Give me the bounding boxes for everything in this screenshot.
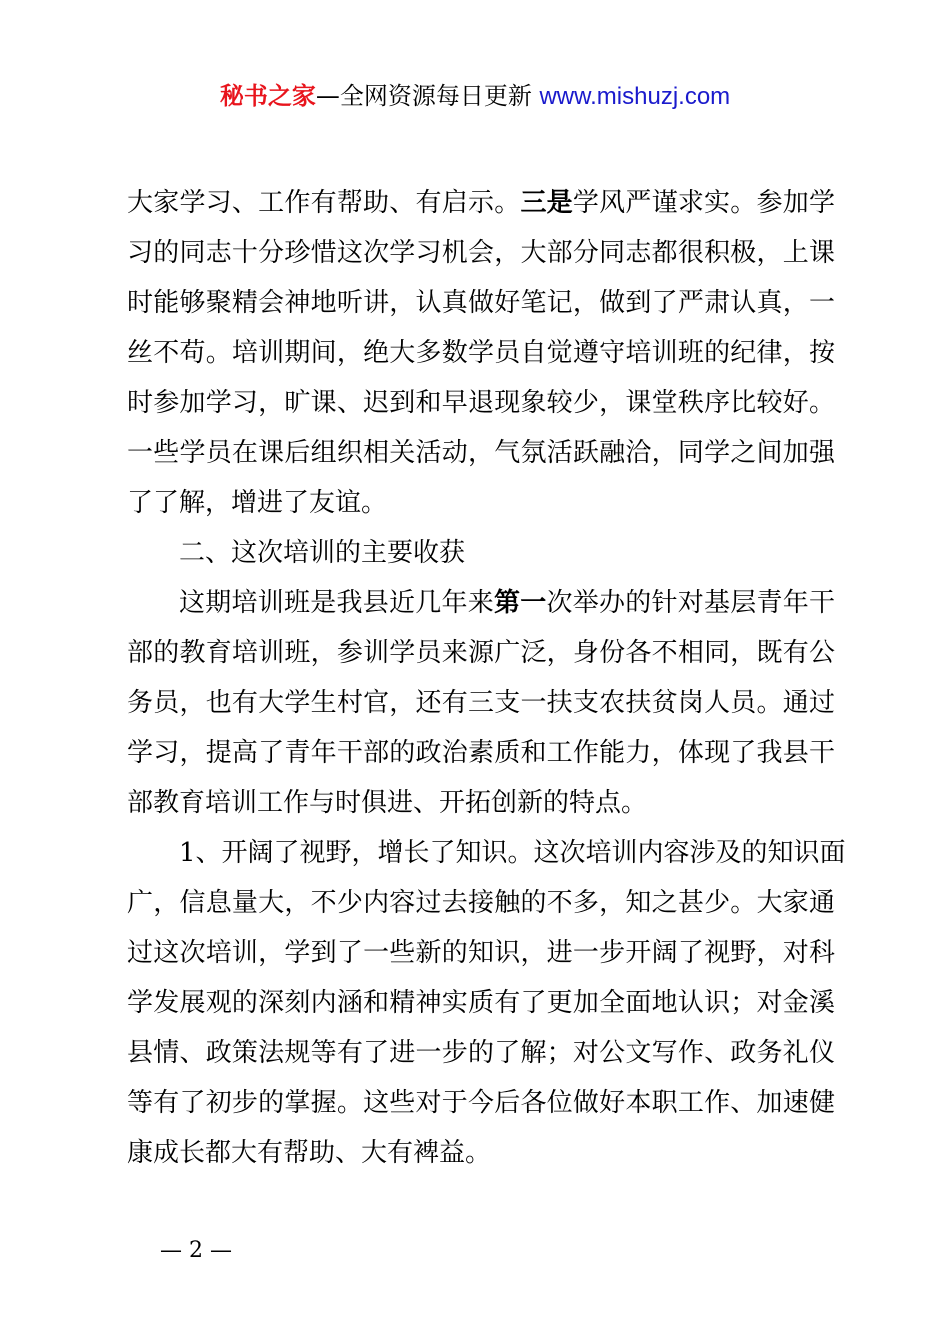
text-line: 广，信息量大，不少内容过去接触的不多，知之甚少。大家通: [127, 888, 835, 918]
text-line: 康成长都大有帮助、大有裨益。: [127, 1138, 492, 1168]
text-line: 一些学员在课后组织相关活动，气氛活跃融洽，同学之间加强: [127, 438, 835, 468]
text-line: 学发展观的深刻内涵和精神实质有了更加全面地认识；对金溪: [127, 988, 835, 1018]
header-tagline: —全网资源每日更新: [315, 82, 540, 110]
text-line: 时能够聚精会神地听讲，认真做好笔记，做到了严肃认真，一: [127, 288, 835, 318]
text-line: 等有了初步的掌握。这些对于今后各位做好本职工作、加速健: [127, 1088, 835, 1118]
text-line: 丝不苟。培训期间，绝大多数学员自觉遵守培训班的纪律，按: [127, 338, 835, 368]
bold-phrase: 第一: [493, 588, 547, 618]
page-number: — 2 —: [160, 1238, 232, 1263]
text-line: 部的教育培训班，参训学员来源广泛，身份各不相同，既有公: [127, 638, 835, 668]
text-line: 大家学习、工作有帮助、有启示。三是学风严谨求实。参加学: [127, 188, 835, 218]
text-line: 习的同志十分珍惜这次学习机会，大部分同志都很积极，上课: [127, 238, 835, 268]
item-number: 1: [179, 838, 196, 868]
text-line: 了了解，增进了友谊。: [127, 488, 388, 518]
bold-phrase: 三是: [520, 188, 573, 218]
section-heading: 二、这次培训的主要收获: [179, 538, 466, 568]
document-body: [127, 178, 846, 1178]
text-line: 县情、政策法规等有了进一步的了解；对公文写作、政务礼仪: [127, 1038, 835, 1068]
page-header: [0, 80, 950, 113]
brand-name: 秘书之家: [219, 82, 316, 110]
subsection-line: 1、开阔了视野，增长了知识。这次培训内容涉及的知识面: [179, 838, 846, 868]
text-line: 时参加学习，旷课、迟到和早退现象较少，课堂秩序比较好。: [127, 388, 835, 418]
text-line: 过这次培训，学到了一些新的知识，进一步开阔了视野，对科: [127, 938, 835, 968]
text-line: 学习，提高了青年干部的政治素质和工作能力，体现了我县干: [127, 738, 835, 768]
site-url-link[interactable]: www.mishuzj.com: [539, 83, 731, 110]
text-line: 务员，也有大学生村官，还有三支一扶支农扶贫岗人员。通过: [127, 688, 835, 718]
text-line: 这期培训班是我县近几年来第一次举办的针对基层青年干: [179, 588, 835, 618]
text-line: 部教育培训工作与时俱进、开拓创新的特点。: [127, 788, 648, 818]
